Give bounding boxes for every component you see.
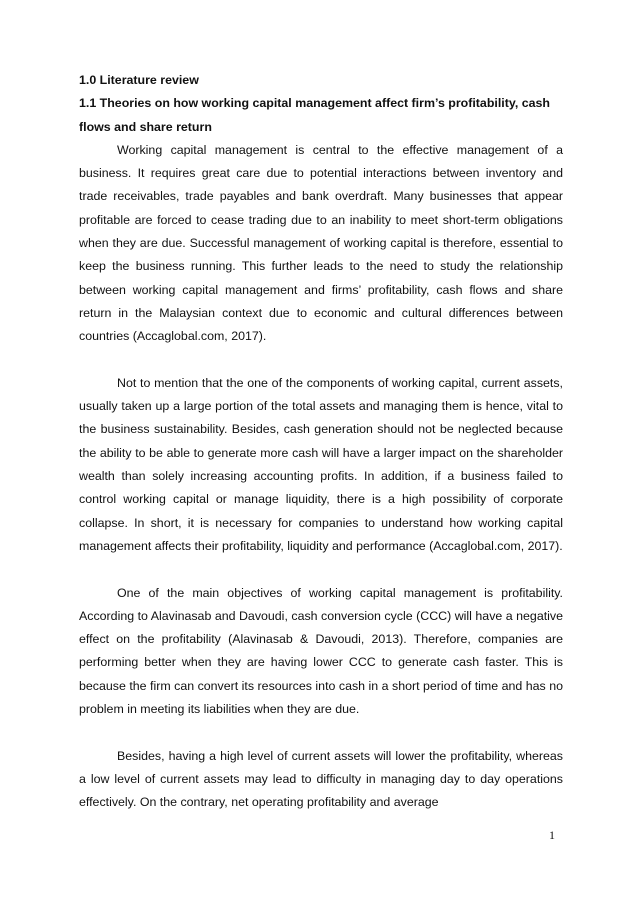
paragraph-2: Not to mention that the one of the components of working capital, current assets, usually taken up a large portion of the total assets and managing them is hence, vital to the business sustainability. Besides, cash generation should not be neglected because the ability to be able to generate more cash will have a larger impact on the shareholder wealth than solely increasing accounting profits. In addition, if a business failed to control working capital or manage liquidity, there is a high possibility of corporate collapse. In short, it is necessary for companies to understand how working capital management affects their profitability, liquidity and performance (Accaglobal.com, 2017). <box>79 375 563 553</box>
document-body <box>79 69 563 815</box>
subsection-heading: 1.1 Theories on how working capital management affect firm’s profitability, cash flows and share return <box>79 96 550 134</box>
paragraph-3: One of the main objectives of working capital management is profitability. According to Alavinasab and Davoudi, cash conversion cycle (CCC) will have a negative effect on the profitability (Alavinasab & Davoudi, 2013). Therefore, companies are performing better when they are having lower CCC to generate cash faster. This is because the firm can convert its resources into cash in a short period of time and has no problem in meeting its liabilities when they are due. <box>79 585 563 717</box>
paragraph-4: Besides, having a high level of current assets will lower the profitability, whereas a low level of current assets may lead to difficulty in managing day to day operations effectively. On the contrary, net operating profitability and average <box>79 748 563 810</box>
page-number: 1 <box>549 828 555 842</box>
paragraph-1: Working capital management is central to the effective management of a business. It requires great care due to potential interactions between inventory and trade receivables, trade payables and bank overdraft. Many businesses that appear profitable are forced to cease trading due to an inability to meet short-term obligations when they are due. Successful management of working capital is therefore, essential to keep the business running. This further leads to the need to study the relationship between working capital management and firms’ profitability, cash flows and share return in the Malaysian context due to economic and cultural differences between countries (Accaglobal.com, 2017). <box>79 142 563 344</box>
section-heading: 1.0 Literature review <box>79 73 199 87</box>
